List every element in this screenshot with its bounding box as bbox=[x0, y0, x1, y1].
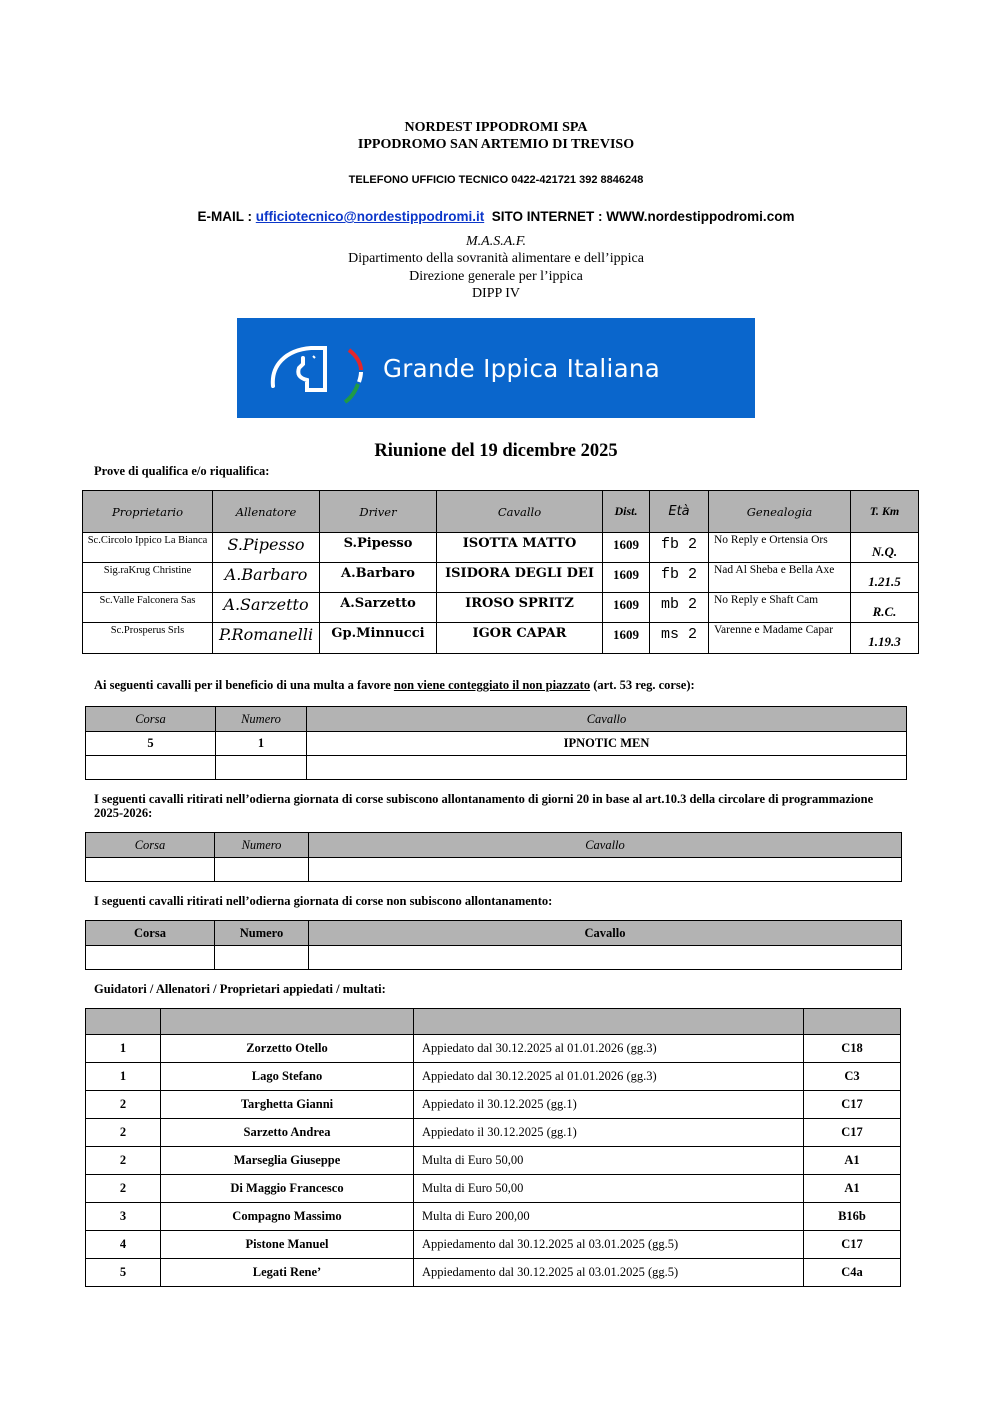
cell-cavallo: IPNOTIC MEN bbox=[307, 732, 907, 756]
cell-corsa: 4 bbox=[86, 1231, 161, 1259]
cell-allenatore: A.Barbaro bbox=[213, 563, 320, 593]
qualifica-table bbox=[82, 490, 919, 654]
company-name: NORDEST IPPODROMI SPA bbox=[404, 120, 588, 135]
cell-nome: Compagno Massimo bbox=[161, 1203, 414, 1231]
cell-provvedimento: Appiedato dal 30.12.2025 al 01.01.2026 (gg.3) bbox=[414, 1035, 804, 1063]
col-corsa: Corsa bbox=[86, 921, 215, 946]
cell-corsa: 5 bbox=[86, 1259, 161, 1287]
cell-cavallo: ISOTTA MATTO bbox=[437, 533, 603, 563]
table-row bbox=[86, 1119, 901, 1147]
cell-nome: Marseglia Giuseppe bbox=[161, 1147, 414, 1175]
venue-name: IPPODROMO SAN ARTEMIO DI TREVISO bbox=[357, 137, 635, 152]
cell-genealogia: No Reply e Shaft Cam bbox=[709, 593, 851, 623]
multa-label-pre: Ai seguenti cavalli per il beneficio di una multa a favore bbox=[94, 678, 394, 692]
penalties-label: Guidatori / Allenatori / Proprietari appiedati / multati: bbox=[94, 982, 386, 996]
cell-corsa bbox=[86, 858, 215, 882]
cell-provvedimento: Appiedato il 30.12.2025 (gg.1) bbox=[414, 1119, 804, 1147]
cell-corsa: 1 bbox=[86, 1035, 161, 1063]
cell-nome: Targhetta Gianni bbox=[161, 1091, 414, 1119]
table-row bbox=[86, 1231, 901, 1259]
multa-label bbox=[94, 678, 695, 693]
col-allenatore: Allenatore bbox=[213, 491, 320, 533]
cell-corsa: 3 bbox=[86, 1203, 161, 1231]
horse-head-icon bbox=[263, 328, 373, 408]
col-numero: Numero bbox=[215, 921, 309, 946]
cell-articolo: A1 bbox=[804, 1175, 901, 1203]
cell-tkm: 1.19.3 bbox=[851, 623, 919, 654]
email-link[interactable]: ufficiotecnico@nordestippodromi.it bbox=[255, 209, 485, 224]
cell-corsa: 2 bbox=[86, 1091, 161, 1119]
cell-provvedimento: Multa di Euro 50,00 bbox=[414, 1175, 804, 1203]
cell-driver: A.Barbaro bbox=[320, 563, 437, 593]
contact-line bbox=[0, 209, 992, 224]
cell-dist: 1609 bbox=[603, 623, 650, 654]
cell-cavallo: IROSO SPRITZ bbox=[437, 593, 603, 623]
website-text: SITO INTERNET : WWW.nordestippodromi.com bbox=[484, 209, 795, 224]
cell-numero bbox=[216, 756, 307, 780]
cell-genealogia: No Reply e Ortensia Ors bbox=[709, 533, 851, 563]
direction-name: Direzione generale per l’ippica bbox=[409, 269, 583, 284]
cell-nome: Sarzetto Andrea bbox=[161, 1119, 414, 1147]
col-cavallo: Cavallo bbox=[437, 491, 603, 533]
col-articolo bbox=[804, 1009, 901, 1035]
cell-nome: Legati Rene’ bbox=[161, 1259, 414, 1287]
cell-articolo: C17 bbox=[804, 1231, 901, 1259]
table-row bbox=[86, 1175, 901, 1203]
ritirati-allontanamento-label: I seguenti cavalli ritirati nell’odierna giornata di corse subiscono allontanamento di giorni 20 in base al art.10.3 della circolare di programmazione 2025-2026: bbox=[94, 792, 874, 820]
cell-cavallo: ISIDORA DEGLI DEI bbox=[437, 563, 603, 593]
table-row bbox=[86, 1147, 901, 1175]
col-dist: Dist. bbox=[603, 491, 650, 533]
col-numero: Numero bbox=[216, 707, 307, 732]
cell-proprietario: Sc.Circolo Ippico La Bianca bbox=[83, 533, 213, 563]
cell-cavallo bbox=[309, 946, 902, 970]
ritirati-no-allontanamento-label: I seguenti cavalli ritirati nell’odierna giornata di corse non subiscono allontanamento: bbox=[94, 894, 553, 908]
cell-provvedimento: Appiedamento dal 30.12.2025 al 03.01.2025 (gg.5) bbox=[414, 1231, 804, 1259]
cell-numero bbox=[215, 946, 309, 970]
cell-tkm: R.C. bbox=[851, 593, 919, 623]
cell-nome: Zorzetto Otello bbox=[161, 1035, 414, 1063]
table-header-row bbox=[83, 491, 919, 533]
penalties-table bbox=[85, 1008, 901, 1287]
cell-nome: Pistone Manuel bbox=[161, 1231, 414, 1259]
cell-cavallo bbox=[307, 756, 907, 780]
cell-provvedimento: Appiedato dal 30.12.2025 al 01.01.2026 (gg.3) bbox=[414, 1063, 804, 1091]
cell-articolo: C17 bbox=[804, 1119, 901, 1147]
cell-genealogia: Nad Al Sheba e Bella Axe bbox=[709, 563, 851, 593]
table-row bbox=[86, 1091, 901, 1119]
cell-allenatore: P.Romanelli bbox=[213, 623, 320, 654]
cell-genealogia: Varenne e Madame Capar bbox=[709, 623, 851, 654]
table-row bbox=[86, 1035, 901, 1063]
phone-line: TELEFONO UFFICIO TECNICO 0422-421721 392 8846248 bbox=[348, 174, 644, 186]
cell-eta: fb 2 bbox=[650, 533, 709, 563]
cell-articolo: A1 bbox=[804, 1147, 901, 1175]
cell-allenatore: S.Pipesso bbox=[213, 533, 320, 563]
col-provvedimento bbox=[414, 1009, 804, 1035]
col-driver: Driver bbox=[320, 491, 437, 533]
cell-provvedimento: Multa di Euro 50,00 bbox=[414, 1147, 804, 1175]
cell-nome: Lago Stefano bbox=[161, 1063, 414, 1091]
col-nome bbox=[161, 1009, 414, 1035]
cell-proprietario: Sig.raKrug Christine bbox=[83, 563, 213, 593]
cell-nome: Di Maggio Francesco bbox=[161, 1175, 414, 1203]
col-corsa: Corsa bbox=[86, 833, 215, 858]
cell-numero bbox=[215, 858, 309, 882]
cell-corsa: 2 bbox=[86, 1119, 161, 1147]
table-row bbox=[86, 1259, 901, 1287]
ministry-name: M.A.S.A.F. bbox=[465, 234, 526, 249]
cell-corsa bbox=[86, 756, 216, 780]
cell-corsa: 2 bbox=[86, 1175, 161, 1203]
cell-articolo: C4a bbox=[804, 1259, 901, 1287]
cell-corsa: 2 bbox=[86, 1147, 161, 1175]
cell-provvedimento: Appiedato il 30.12.2025 (gg.1) bbox=[414, 1091, 804, 1119]
col-proprietario: Proprietario bbox=[83, 491, 213, 533]
table-row bbox=[86, 1203, 901, 1231]
cell-eta: fb 2 bbox=[650, 563, 709, 593]
cell-tkm: 1.21.5 bbox=[851, 563, 919, 593]
table-row bbox=[86, 756, 907, 780]
table-row bbox=[86, 858, 902, 882]
cell-corsa: 1 bbox=[86, 1063, 161, 1091]
cell-corsa: 5 bbox=[86, 732, 216, 756]
table-row bbox=[86, 732, 907, 756]
table-row bbox=[83, 593, 919, 623]
department-name: Dipartimento della sovranità alimentare e dell’ippica bbox=[348, 251, 644, 266]
col-cavallo: Cavallo bbox=[309, 833, 902, 858]
multa-label-underlined: non viene conteggiato il non piazzato bbox=[393, 678, 591, 692]
cell-proprietario: Sc.Valle Falconera Sas bbox=[83, 593, 213, 623]
cell-dist: 1609 bbox=[603, 593, 650, 623]
cell-numero: 1 bbox=[216, 732, 307, 756]
cell-corsa bbox=[86, 946, 215, 970]
col-tkm: T. Km bbox=[851, 491, 919, 533]
ritirati-allontanamento-table bbox=[85, 832, 902, 882]
cell-tkm: N.Q. bbox=[851, 533, 919, 563]
cell-articolo: C17 bbox=[804, 1091, 901, 1119]
col-corsa bbox=[86, 1009, 161, 1035]
cell-provvedimento: Appiedamento dal 30.12.2025 al 03.01.2025 (gg.5) bbox=[414, 1259, 804, 1287]
table-row bbox=[86, 1063, 901, 1091]
cell-eta: mb 2 bbox=[650, 593, 709, 623]
cell-dist: 1609 bbox=[603, 533, 650, 563]
page-title: Riunione del 19 dicembre 2025 bbox=[374, 441, 618, 461]
col-cavallo: Cavallo bbox=[309, 921, 902, 946]
cell-driver: A.Sarzetto bbox=[320, 593, 437, 623]
multa-table bbox=[85, 706, 907, 780]
table-row bbox=[83, 533, 919, 563]
cell-provvedimento: Multa di Euro 200,00 bbox=[414, 1203, 804, 1231]
col-cavallo: Cavallo bbox=[307, 707, 907, 732]
cell-articolo: C18 bbox=[804, 1035, 901, 1063]
col-genealogia: Genealogia bbox=[709, 491, 851, 533]
table-row bbox=[83, 563, 919, 593]
logo-text: Grande Ippica Italiana bbox=[383, 354, 661, 383]
table-row bbox=[86, 946, 902, 970]
cell-eta: ms 2 bbox=[650, 623, 709, 654]
cell-driver: S.Pipesso bbox=[320, 533, 437, 563]
cell-allenatore: A.Sarzetto bbox=[213, 593, 320, 623]
cell-cavallo bbox=[309, 858, 902, 882]
ritirati-no-allontanamento-table bbox=[85, 920, 902, 970]
multa-label-post: (art. 53 reg. corse): bbox=[590, 678, 695, 692]
cell-driver: Gp.Minnucci bbox=[320, 623, 437, 654]
cell-proprietario: Sc.Prosperus Srls bbox=[83, 623, 213, 654]
table-row bbox=[83, 623, 919, 654]
cell-cavallo: IGOR CAPAR bbox=[437, 623, 603, 654]
email-label: E-MAIL : bbox=[197, 209, 256, 224]
col-corsa: Corsa bbox=[86, 707, 216, 732]
cell-dist: 1609 bbox=[603, 563, 650, 593]
cell-articolo: B16b bbox=[804, 1203, 901, 1231]
office-name: DIPP IV bbox=[471, 286, 521, 301]
col-eta: Età bbox=[650, 491, 709, 533]
qualifica-label: Prove di qualifica e/o riqualifica: bbox=[94, 464, 270, 478]
cell-articolo: C3 bbox=[804, 1063, 901, 1091]
grande-ippica-logo bbox=[237, 318, 755, 418]
col-numero: Numero bbox=[215, 833, 309, 858]
